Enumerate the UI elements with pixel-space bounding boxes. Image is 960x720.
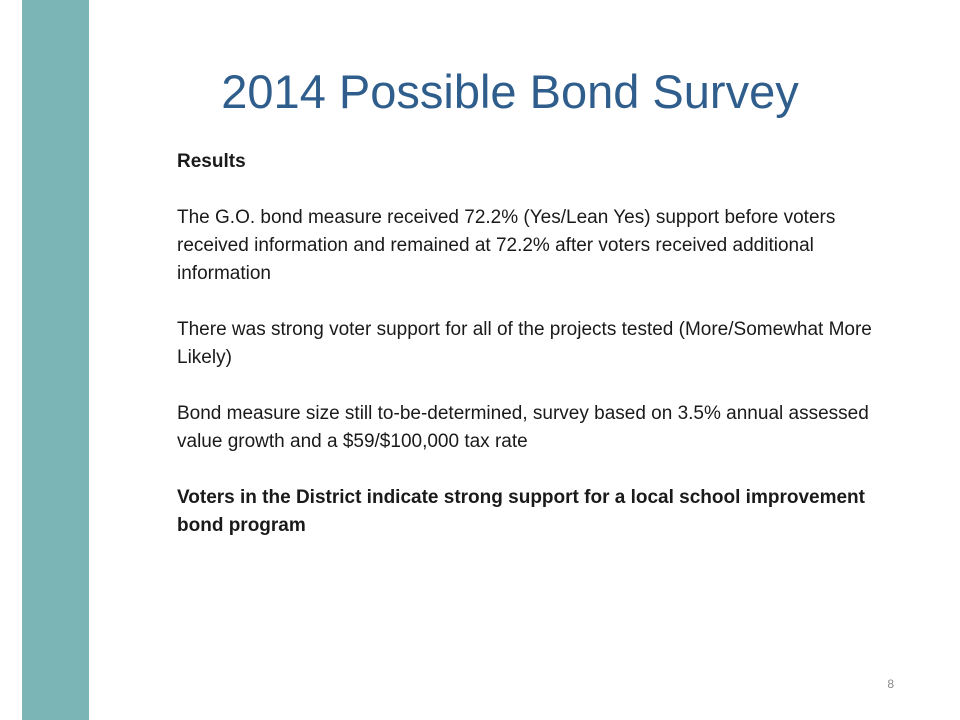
results-heading: Results [177,151,246,172]
page-number: 8 [887,677,894,691]
slide-body [177,148,897,568]
accent-bar [22,0,89,720]
conclusion-text: Voters in the District indicate strong support for a local school improvement bond program [177,487,865,536]
paragraph-projects: There was strong voter support for all of the projects tested (More/Somewhat More Likely) [177,319,872,368]
paragraph-support: The G.O. bond measure received 72.2% (Yes/Lean Yes) support before voters received information and remained at 72.2% after voters received additional information [177,207,836,284]
slide-title: 2014 Possible Bond Survey [221,65,799,118]
paragraph-measure-size: Bond measure size still to-be-determined, survey based on 3.5% annual assessed value growth and a $59/$100,000 tax rate [177,403,869,452]
